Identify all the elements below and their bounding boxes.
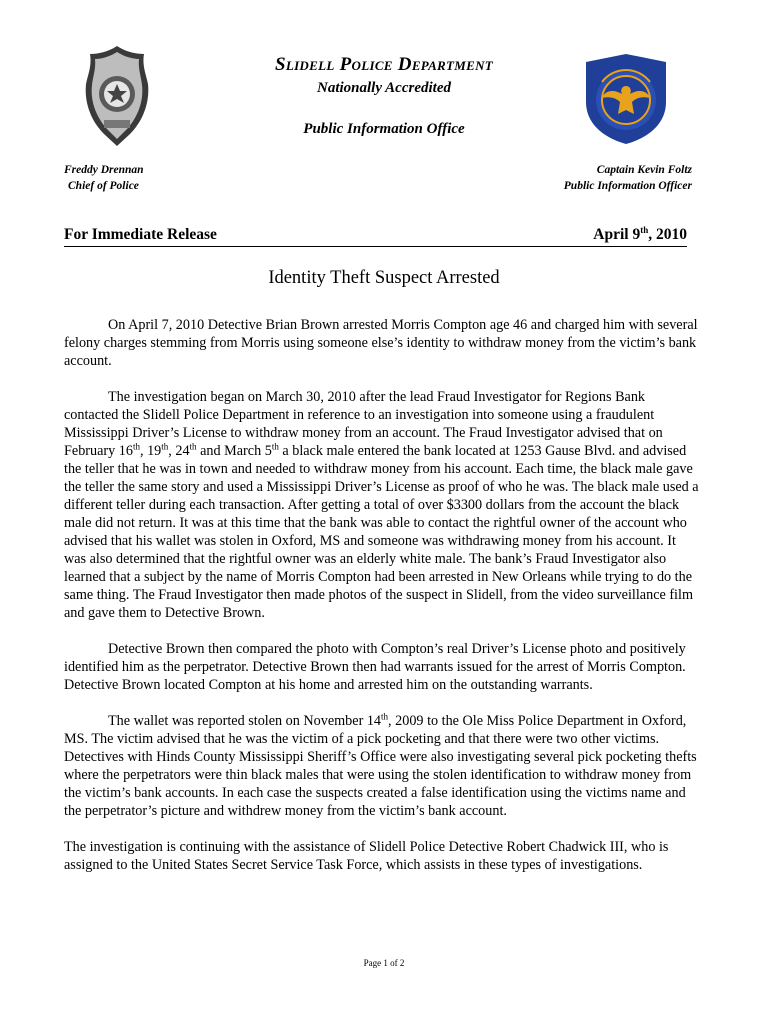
paragraph-3: Detective Brown then compared the photo with Compton’s real Driver’s License photo and positively identified him as the perpetrator. Detective Brown then had warrants issued for the arrest of Morris Compton. Detective Brown located Compton at his home and arrested him on the outstanding warrants.	[64, 641, 686, 693]
chief-title: Chief of Police	[68, 180, 139, 192]
release-label: For Immediate Release	[64, 226, 217, 243]
paragraph-4: The wallet was reported stolen on November 14th, 2009 to the Ole Miss Police Department in Oxford, MS. The victim advised that he was the victim of a pick pocketing and that there were two other victims. Detectives with Hinds County Mississippi Sheriff’s Office were also investigating several pick pocketing thefts where the perpetrators were thin black males that were using the stolen identification to withdraw money from the victim’s bank accounts. In each case the suspects created a false identification using the victims name and the perpetrator’s picture and withdrew money from the victim’s bank account.	[64, 711, 697, 819]
department-name: Slidell Police Department	[274, 54, 494, 75]
article-body	[64, 316, 700, 892]
pio-block	[564, 162, 692, 194]
pio-name: Captain Kevin Foltz	[596, 164, 692, 176]
page-number: Page 1 of 2	[363, 958, 405, 968]
accreditation-seal-icon	[582, 52, 670, 146]
paragraph-1: On April 7, 2010 Detective Brian Brown arrested Morris Compton age 46 and charged him with several felony charges stemming from Morris using someone else’s identity to withdraw money from the victim’s bank account.	[64, 317, 698, 369]
chief-name: Freddy Drennan	[64, 164, 144, 176]
headline: Identity Theft Suspect Arrested	[268, 268, 500, 288]
paragraph-5: The investigation is continuing with the assistance of Slidell Police Detective Robert Chadwick III, who is assigned to the United States Secret Service Task Force, which assists in these types of investigations.	[64, 839, 669, 873]
paragraph-2: The investigation began on March 30, 2010 after the lead Fraud Investigator for Regions Bank contacted the Slidell Police Department in reference to an investigation into someone using a fraudulent Mississippi Driver’s License to withdraw money from an account. The Fraud Investigator advised that on February 16th, 19th, 24th and March 5th a black male entered the bank located at 1253 Gause Blvd. and advised the teller that he was in town and needed to withdraw money from his account. Each time, the black male gave the teller the same story and used a Mississippi Driver’s License as proof of who he was. The black male used a different teller during each transaction. After getting a total of over $3300 dollars from the account the black male did not return. It was at this time that the bank was able to contact the rightful owner of the account who advised that his wallet was stolen in Oxford, MS and someone was withdrawing money from his account. It was also determined that the rightful owner was an elderly white male. The bank’s Fraud Investigator also learned that a subject by the name of Morris Compton had been arrested in New Orleans while trying to do the same thing. The Fraud Investigator then made photos of the suspect in Slidell, from the video surveillance film and gave them to Detective Brown.	[64, 389, 699, 621]
pio-title: Public Information Officer	[563, 180, 692, 192]
release-line	[64, 226, 687, 247]
release-date: April 9th, 2010	[593, 224, 687, 243]
chief-block	[64, 162, 144, 194]
office-name: Public Information Office	[303, 121, 465, 137]
accreditation-line: Nationally Accredited	[316, 80, 451, 96]
